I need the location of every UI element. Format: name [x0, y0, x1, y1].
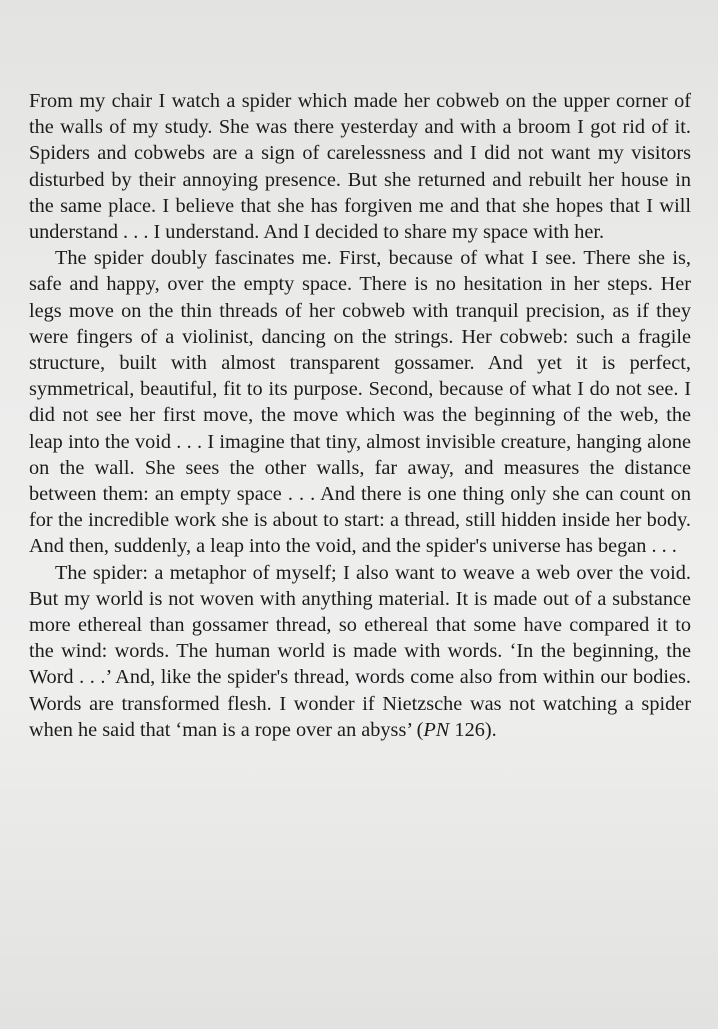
bleed-through-text-bottom: [60, 1000, 65, 1023]
paragraph-3-text: The spider: a metaphor of myself; I also want to weave a web over the void. But my world is not woven with anything material. It is made out of a substance more ethereal than gossamer thread, so ethereal that some have compared it to the wind: words. The human world is made with words. ‘In the beginning, the Word . . .’ And, like the spider's thread, words come also from within our bodies. Words are transformed flesh. I wonder if Nietzsche was not watching a spider when he said that ‘man is a rope over an abyss’: [29, 561, 691, 741]
body-text: [29, 88, 691, 743]
citation-close: ).: [484, 718, 497, 741]
paragraph-1: From my chair I watch a spider which made her cobweb on the upper corner of the walls of my study. She was there yesterday and with a broom I got rid of it. Spiders and cobwebs are a sign of carelessness and I did not want my visitors disturbed by their annoying presence. But she returned and rebuilt her house in the same place. I believe that she has forgiven me and that she hopes that I will understand . . . I understand. And I decided to share my space with her.: [29, 90, 691, 244]
paragraph-3: The spider: a metaphor of myself; I also want to weave a web over the void. But my world is not woven with anything material. It is made out of a substance more ethereal than gossamer thread, so ethereal that some have compared it to the wind: words. The human world is made with words. ‘In the beginning, the Word . . .’ And, like the spider's thread, words come also from within our bodies. Words are transformed flesh. I wonder if Nietzsche was not watching a spider when he said that ‘man is a rope over an abyss’ (PN 126).: [29, 561, 691, 741]
citation-work: PN: [423, 718, 450, 741]
citation-page: 126: [454, 718, 485, 741]
paragraph-2: The spider doubly fascinates me. First, because of what I see. There she is, safe and happy, over the empty space. There is no hesitation in her steps. Her legs move on the thin threads of her cobweb with tranquil precision, as if they were fingers of a violinist, dancing on the strings. Her cobweb: such a fragile structure, built with almost transparent gossamer. And yet it is perfect, symmetrical, beautiful, fit to its purpose. Second, because of what I do not see. I did not see her first move, the move which was the beginning of the web, the leap into the void . . . I imagine that tiny, almost invisible creature, hanging alone on the wall. She sees the other walls, far away, and measures the distance between them: an empty space . . . And there is one thing only she can count on for the incredible work she is about to start: a thread, still hidden inside her body. And then, suddenly, a leap into the void, and the spider's universe has began . . .: [29, 247, 691, 558]
bleed-through-text-top: [110, 10, 115, 33]
